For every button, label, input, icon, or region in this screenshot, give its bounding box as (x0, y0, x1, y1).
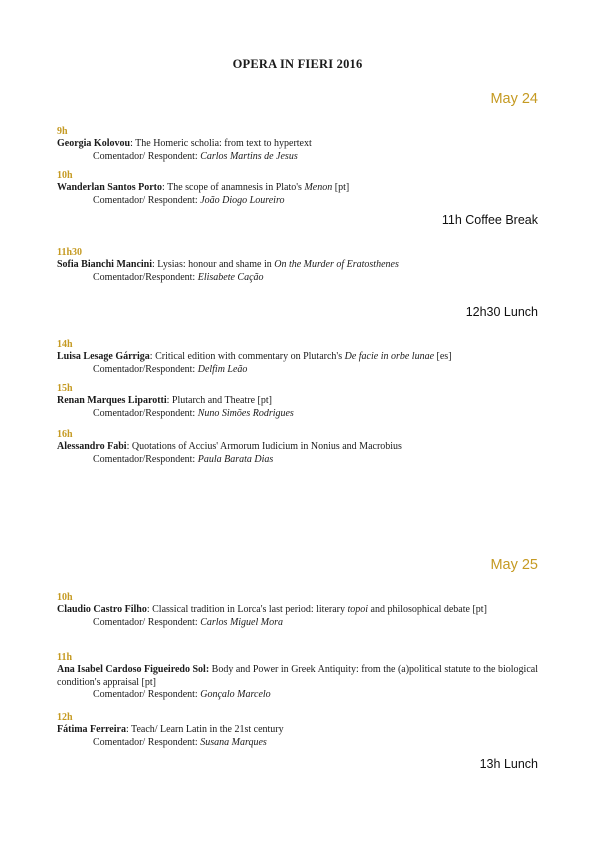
session-slot (57, 383, 538, 420)
day-heading-may-25: May 25 (490, 557, 538, 573)
speaker-name: Wanderlan Santos Porto (57, 182, 163, 193)
speaker-name: Ana Isabel Cardoso Figueiredo Sol: (57, 664, 210, 675)
session-time: 16h (57, 429, 73, 440)
session-time: 10h (57, 592, 73, 603)
respondent-name: Delfim Leão (197, 363, 248, 375)
talk-title: Plutarch and Theatre [pt] (169, 395, 272, 406)
talk-title: The Homeric scholia: from text to hypertext (132, 138, 312, 149)
session-slot (57, 339, 538, 376)
talk-title: Classical tradition in Lorca's last period: literary (149, 604, 348, 615)
session-time: 14h (57, 339, 73, 350)
session-time: 12h (57, 712, 73, 723)
speaker-name: Claudio Castro Filho (57, 604, 147, 615)
respondent-name: Carlos Miguel Mora (200, 616, 283, 628)
speaker-name: Alessandro Fabi (57, 441, 127, 452)
session-slot (57, 429, 538, 466)
session-slot (57, 652, 538, 702)
break-lunch: 12h30 Lunch (465, 305, 538, 319)
break-coffee: 11h Coffee Break (441, 213, 538, 227)
talk-entry: Renan Marques Liparotti: Plutarch and Theatre [pt] (57, 395, 272, 406)
respondent-line: Comentador/ Respondent: Susana Marques (93, 736, 267, 748)
talk-entry: Georgia Kolovou: The Homeric scholia: from text to hypertext (57, 138, 312, 149)
speaker-name: Sofia Bianchi Mancini (57, 259, 153, 270)
talk-entry: Wanderlan Santos Porto: The scope of anamnesis in Plato's Menon [pt] (57, 182, 350, 193)
talk-entry: Alessandro Fabi: Quotations of Accius' Armorum Iudicium in Nonius and Macrobius (57, 441, 402, 452)
respondent-name: Gonçalo Marcelo (200, 689, 271, 700)
talk-entry (57, 664, 538, 689)
respondent-line: Comentador/ Respondent: João Diogo Loureiro (93, 194, 285, 206)
break-lunch: 13h Lunch (479, 757, 538, 771)
session-time: 11h30 (57, 247, 83, 258)
speaker-name: Georgia Kolovou (57, 138, 131, 149)
talk-title: Lysias: honour and shame in (154, 259, 275, 270)
talk-entry: Claudio Castro Filho: Classical tradition in Lorca's last period: literary topoi and philosophical debate [pt] (57, 604, 487, 615)
session-time: 10h (57, 170, 73, 181)
talk-entry: Fátima Ferreira: Teach/ Learn Latin in the 21st century (57, 724, 284, 735)
respondent-name: Nuno Simões Rodrigues (197, 407, 294, 419)
session-time: 9h (57, 126, 68, 137)
talk-title: Quotations of Accius' Armorum Iudicium in Nonius and Macrobius (129, 441, 402, 452)
respondent-name: Carlos Martins de Jesus (200, 150, 298, 162)
session-time: 11h (57, 652, 73, 663)
respondent-line: Comentador/ Respondent: Gonçalo Marcelo (93, 689, 271, 700)
session-slot (57, 126, 538, 163)
talk-entry: Sofia Bianchi Mancini: Lysias: honour and shame in On the Murder of Eratosthenes (57, 259, 399, 270)
speaker-name: Luisa Lesage Gárriga (57, 351, 150, 362)
respondent-line: Comentador/Respondent: Delfim Leão (93, 363, 248, 375)
talk-title: Critical edition with commentary on Plutarch's (152, 351, 345, 362)
session-slot (57, 170, 538, 207)
respondent-line: Comentador/Respondent: Paula Barata Dias (93, 453, 274, 465)
respondent-name: João Diogo Loureiro (200, 194, 285, 206)
speaker-name: Renan Marques Liparotti (57, 395, 167, 406)
talk-title: The scope of anamnesis in Plato's (164, 182, 305, 193)
respondent-name: Susana Marques (200, 736, 267, 748)
respondent-line: Comentador/ Respondent: Carlos Miguel Mora (93, 616, 283, 628)
session-slot (57, 712, 538, 749)
session-time: 15h (57, 383, 73, 394)
respondent-name: Paula Barata Dias (197, 453, 274, 465)
respondent-line: Comentador/Respondent: Elisabete Cação (93, 271, 264, 283)
respondent-name: Elisabete Cação (197, 271, 264, 283)
page-title: OPERA IN FIERI 2016 (232, 57, 363, 71)
day-heading-may-24: May 24 (490, 91, 538, 107)
respondent-line: Comentador/ Respondent: Carlos Martins de Jesus (93, 150, 298, 162)
speaker-name: Fátima Ferreira (57, 724, 126, 735)
session-slot (57, 247, 538, 284)
talk-title: Body and Power in Greek Antiquity: from the (a)political statute to the biological condition's appraisal [pt] (57, 664, 538, 688)
respondent-line: Comentador/Respondent: Nuno Simões Rodrigues (93, 407, 294, 419)
session-slot (57, 592, 538, 629)
talk-entry: Luisa Lesage Gárriga: Critical edition with commentary on Plutarch's De facie in orbe lunae [es] (57, 351, 452, 362)
talk-title: Teach/ Learn Latin in the 21st century (128, 724, 284, 735)
